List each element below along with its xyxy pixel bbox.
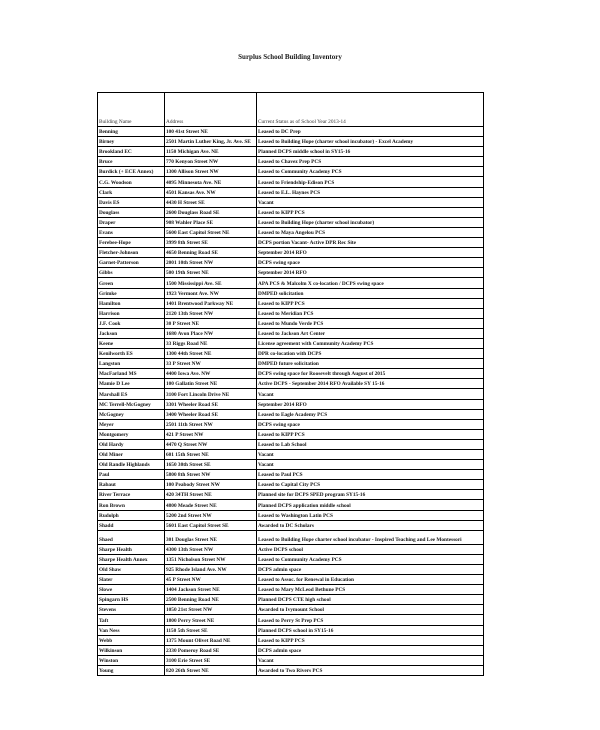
status-cell: Leased to Washington Latin PCS — [257, 510, 484, 520]
address-cell: 1150 Michigan Ave. NE — [165, 147, 257, 157]
building-name-cell: Old Randle Highlands — [98, 460, 165, 470]
status-cell: September 2014 RFO — [257, 268, 484, 278]
status-cell: APA PCS & Malcolm X co-location / DCPS swing space — [257, 278, 484, 288]
building-name-cell: J.F. Cook — [98, 318, 165, 328]
status-cell: Vacant — [257, 389, 484, 399]
status-cell: Active DCPS school — [257, 544, 484, 554]
status-cell: Leased to KIPP PCS — [257, 635, 484, 645]
address-cell: 5600 East Capitol Street NE — [165, 227, 257, 237]
address-cell: 1500 Mississippi Ave. SE — [165, 278, 257, 288]
table-row — [98, 328, 484, 338]
address-cell: 3100 Fort Lincoln Drive NE — [165, 389, 257, 399]
address-cell: 2120 13th Street NW — [165, 308, 257, 318]
status-cell: Leased to Mary McLeod Bethune PCS — [257, 585, 484, 595]
building-name-cell: Webb — [98, 635, 165, 645]
status-cell: DCPS admin space — [257, 645, 484, 655]
status-cell: License agreement with Community Academy PCS — [257, 338, 484, 348]
address-cell: 4430 H Street SE — [165, 197, 257, 207]
table-row — [98, 268, 484, 278]
building-name-cell: Meyer — [98, 419, 165, 429]
status-cell: September 2014 RFO — [257, 248, 484, 258]
building-name-cell: MacFarland MS — [98, 369, 165, 379]
table-row — [98, 564, 484, 574]
table-row — [98, 127, 484, 137]
status-cell: Leased to Chavez Prep PCS — [257, 157, 484, 167]
building-name-cell: Shadd — [98, 520, 165, 530]
status-cell: Leased to Friendship-Edison PCS — [257, 177, 484, 187]
status-cell: DCPS swing space — [257, 258, 484, 268]
building-name-cell: Montgomery — [98, 429, 165, 439]
address-cell: 2501 Martin Luther King, Jr. Ave. SE — [165, 137, 257, 147]
status-cell: Leased to Building Hope (charter school incubator) - Excel Academy — [257, 137, 484, 147]
building-name-cell: C.G. Woodson — [98, 177, 165, 187]
building-name-cell: Harrison — [98, 308, 165, 318]
status-cell: Leased to Assoc. for Renewal in Education — [257, 575, 484, 585]
address-cell: 3301 Wheeler Road SE — [165, 399, 257, 409]
building-name-cell: Gibbs — [98, 268, 165, 278]
building-name-cell: Sharpe Health Annex — [98, 554, 165, 564]
table-row — [98, 318, 484, 328]
table-row — [98, 625, 484, 635]
status-cell: Leased to Building Hope (charter school incubator) — [257, 217, 484, 227]
building-name-cell: Slowe — [98, 585, 165, 595]
address-cell: 1150 5th Street SE — [165, 625, 257, 635]
table-row — [98, 500, 484, 510]
status-cell: Leased to Meridian PCS — [257, 308, 484, 318]
building-name-cell: Keene — [98, 338, 165, 348]
status-cell: Planned DCPS middle school in SY15-16 — [257, 147, 484, 157]
status-cell: Planned DCPS school in SY15-16 — [257, 625, 484, 635]
address-cell: 770 Kenyon Street NW — [165, 157, 257, 167]
table-row — [98, 217, 484, 227]
address-cell: 4400 Iowa Ave. NW — [165, 369, 257, 379]
status-cell: Leased to Lab School — [257, 439, 484, 449]
building-name-cell: Young — [98, 665, 165, 675]
column-header-address: Address — [165, 93, 257, 127]
table-row — [98, 258, 484, 268]
table-row — [98, 409, 484, 419]
address-cell: 1404 Jackson Street NE — [165, 585, 257, 595]
table-row — [98, 520, 484, 530]
status-cell: Leased to KIPP PCS — [257, 298, 484, 308]
address-cell: 2001 10th Street NW — [165, 258, 257, 268]
table-row — [98, 369, 484, 379]
status-cell: Leased to Eagle Academy PCS — [257, 409, 484, 419]
building-name-cell: Stevens — [98, 605, 165, 615]
address-cell: 1351 Nicholson Street NW — [165, 554, 257, 564]
table-row — [98, 439, 484, 449]
building-name-cell: Fletcher-Johnson — [98, 248, 165, 258]
address-cell: 45 P Street NW — [165, 575, 257, 585]
building-name-cell: Clark — [98, 187, 165, 197]
table-row — [98, 177, 484, 187]
building-name-cell: Jackson — [98, 328, 165, 338]
building-name-cell: Draper — [98, 217, 165, 227]
address-cell: 4501 Kansas Ave. NW — [165, 187, 257, 197]
address-cell: 5601 East Capitol Street SE — [165, 520, 257, 530]
address-cell: 420 34TH Street NE — [165, 490, 257, 500]
status-cell: Leased to Maya Angelou PCS — [257, 227, 484, 237]
table-row — [98, 510, 484, 520]
status-cell: DPR co-location with DCPS — [257, 349, 484, 359]
building-name-cell: Marshall ES — [98, 389, 165, 399]
status-cell: Awarded to Ivymount School — [257, 605, 484, 615]
building-name-cell: Douglass — [98, 207, 165, 217]
address-cell: 2501 11th Street NW — [165, 419, 257, 429]
status-cell: Vacant — [257, 197, 484, 207]
status-cell: DCPS portion Vacant- Active DPR Rec Site — [257, 238, 484, 248]
status-cell: Leased to Capital City PCS — [257, 480, 484, 490]
address-cell: 820 26th Street NE — [165, 665, 257, 675]
address-cell: 500 19th Street NE — [165, 268, 257, 278]
table-row — [98, 147, 484, 157]
building-name-cell: Davis ES — [98, 197, 165, 207]
building-name-cell: Grimke — [98, 288, 165, 298]
address-cell: 100 Gallatin Street NE — [165, 379, 257, 389]
table-row — [98, 554, 484, 564]
status-cell: Planned DCPS CTE high school — [257, 595, 484, 605]
status-cell: Leased to E.L. Haynes PCS — [257, 187, 484, 197]
address-cell: 3400 Wheeler Road SE — [165, 409, 257, 419]
table-row — [98, 470, 484, 480]
status-cell: Leased to KIPP PCS — [257, 207, 484, 217]
status-cell: Leased to KIPP PCS — [257, 429, 484, 439]
building-name-cell: Garnet-Patterson — [98, 258, 165, 268]
building-name-cell: Old Shaw — [98, 564, 165, 574]
status-cell: DMPED solicitation — [257, 288, 484, 298]
table-row — [98, 167, 484, 177]
address-cell: 925 Rhode Island Ave. NW — [165, 564, 257, 574]
building-name-cell: Paul — [98, 470, 165, 480]
table-row — [98, 187, 484, 197]
table-row — [98, 338, 484, 348]
table-row — [98, 298, 484, 308]
status-cell: Vacant — [257, 460, 484, 470]
building-name-cell: Evans — [98, 227, 165, 237]
table-row — [98, 450, 484, 460]
status-cell: Leased to Paul PCS — [257, 470, 484, 480]
status-cell: DCPS admin space — [257, 564, 484, 574]
address-cell: 3100 Erie Street SE — [165, 655, 257, 665]
table-row — [98, 389, 484, 399]
address-cell: 421 P Street NW — [165, 429, 257, 439]
address-cell: 3999 8th Street SE — [165, 238, 257, 248]
status-cell: Leased to Jackson Art Center — [257, 328, 484, 338]
address-cell: 1300 Allison Street NW — [165, 167, 257, 177]
table-row — [98, 530, 484, 544]
table-row — [98, 419, 484, 429]
status-cell: Leased to Building Hope charter school incubator - Inspired Teaching and Lee Montessori — [257, 530, 484, 544]
address-cell: 5200 2nd Street NW — [165, 510, 257, 520]
table-row — [98, 278, 484, 288]
status-cell: Awarded to DC Scholars — [257, 520, 484, 530]
status-cell: DMPED future solicitation — [257, 359, 484, 369]
table-row — [98, 585, 484, 595]
status-cell: Awarded to Two Rivers PCS — [257, 665, 484, 675]
table-row — [98, 460, 484, 470]
address-cell: 5800 8th Street NW — [165, 470, 257, 480]
building-name-cell: Hamilton — [98, 298, 165, 308]
building-name-cell: Langston — [98, 359, 165, 369]
building-name-cell: Spingarn HS — [98, 595, 165, 605]
status-cell: Leased to DC Prep — [257, 127, 484, 137]
document-title: Surplus School Building Inventory — [238, 53, 342, 61]
table-row — [98, 137, 484, 147]
address-cell: 100 Peabody Street NW — [165, 480, 257, 490]
building-name-cell: Taft — [98, 615, 165, 625]
address-cell: 301 Douglas Street NE — [165, 530, 257, 544]
column-header-status: Current Status as of School Year 2013-14 — [257, 93, 484, 127]
address-cell: 1300 44th Street NE — [165, 349, 257, 359]
table-row — [98, 349, 484, 359]
table-row — [98, 605, 484, 615]
address-cell: 1650 30th Street SE — [165, 460, 257, 470]
address-cell: 2330 Pomeroy Road SE — [165, 645, 257, 655]
status-cell: Leased to Perry St Prep PCS — [257, 615, 484, 625]
building-name-cell: Brookland EC — [98, 147, 165, 157]
building-name-cell: Mamie D Lee — [98, 379, 165, 389]
address-cell: 4470 Q Street NW — [165, 439, 257, 449]
address-cell: 4650 Benning Road SE — [165, 248, 257, 258]
address-cell: 2500 Benning Road NE — [165, 595, 257, 605]
building-name-cell: Slater — [98, 575, 165, 585]
status-cell: Planned site for DCPS SPED program SY15-16 — [257, 490, 484, 500]
table-row — [98, 635, 484, 645]
building-name-cell: Van Ness — [98, 625, 165, 635]
building-name-cell: Winston — [98, 655, 165, 665]
table-row — [98, 288, 484, 298]
building-name-cell: Shaed — [98, 530, 165, 544]
address-cell: 1050 21st Street NW — [165, 605, 257, 615]
table-row — [98, 595, 484, 605]
table-row — [98, 429, 484, 439]
building-name-cell: Ferebee-Hope — [98, 238, 165, 248]
address-cell: 1800 Perry Street NE — [165, 615, 257, 625]
table-row — [98, 308, 484, 318]
address-cell: 1375 Mount Olivet Road NE — [165, 635, 257, 645]
table-row — [98, 379, 484, 389]
table-row — [98, 575, 484, 585]
building-name-cell: Old Miner — [98, 450, 165, 460]
status-cell: Vacant — [257, 655, 484, 665]
building-name-cell: Bruce — [98, 157, 165, 167]
status-cell: DCPS swing space for Roosevelt through August of 2015 — [257, 369, 484, 379]
status-cell: Leased to Community Academy PCS — [257, 554, 484, 564]
address-cell: 4095 Minnesota Ave. NE — [165, 177, 257, 187]
building-name-cell: MC Terrell-McGogney — [98, 399, 165, 409]
address-cell: 1401 Brentwood Parkway NE — [165, 298, 257, 308]
table-row — [98, 480, 484, 490]
building-name-cell: Wilkinson — [98, 645, 165, 655]
building-name-cell: Kenilworth ES — [98, 349, 165, 359]
building-name-cell: Rudolph — [98, 510, 165, 520]
address-cell: 100 41st Street NE — [165, 127, 257, 137]
address-cell: 2600 Douglass Road SE — [165, 207, 257, 217]
building-name-cell: Old Hardy — [98, 439, 165, 449]
table-row — [98, 645, 484, 655]
table-row — [98, 399, 484, 409]
building-name-cell: Ron Brown — [98, 500, 165, 510]
table-row — [98, 544, 484, 554]
table-row — [98, 615, 484, 625]
table-row — [98, 197, 484, 207]
building-name-cell: Benning — [98, 127, 165, 137]
table-row — [98, 490, 484, 500]
table-row — [98, 359, 484, 369]
address-cell: 1923 Vermont Ave. NW — [165, 288, 257, 298]
address-cell: 4800 Meade Street NE — [165, 500, 257, 510]
status-cell: Planned DCPS application middle school — [257, 500, 484, 510]
status-cell: Vacant — [257, 450, 484, 460]
column-header-building-name: Building Name — [98, 93, 165, 127]
building-name-cell: Rabaut — [98, 480, 165, 490]
table-row — [98, 207, 484, 217]
building-name-cell: McGogney — [98, 409, 165, 419]
status-cell: Leased to Mundo Verde PCS — [257, 318, 484, 328]
table-row — [98, 238, 484, 248]
status-cell: Active DCPS - September 2014 RFO Available SY 15-16 — [257, 379, 484, 389]
table-row — [98, 665, 484, 675]
address-cell: 4300 13th Street NW — [165, 544, 257, 554]
address-cell: 30 P Street NE — [165, 318, 257, 328]
status-cell: DCPS swing space — [257, 419, 484, 429]
address-cell: 601 15th Street NE — [165, 450, 257, 460]
table-row — [98, 655, 484, 665]
table-row — [98, 157, 484, 167]
building-name-cell: Burdick (+ ECE Annex) — [98, 167, 165, 177]
table-row — [98, 248, 484, 258]
address-cell: 33 Riggs Road NE — [165, 338, 257, 348]
status-cell: Leased to Community Academy PCS — [257, 167, 484, 177]
building-name-cell: River Terrace — [98, 490, 165, 500]
building-name-cell: Birney — [98, 137, 165, 147]
address-cell: 1680 Avon Place NW — [165, 328, 257, 338]
table-row — [98, 227, 484, 237]
building-name-cell: Sharpe Health — [98, 544, 165, 554]
address-cell: 33 P Street NW — [165, 359, 257, 369]
table-header-row — [98, 93, 484, 127]
inventory-table — [97, 92, 484, 676]
building-name-cell: Green — [98, 278, 165, 288]
address-cell: 908 Wahler Place SE — [165, 217, 257, 227]
status-cell: September 2014 RFO — [257, 399, 484, 409]
